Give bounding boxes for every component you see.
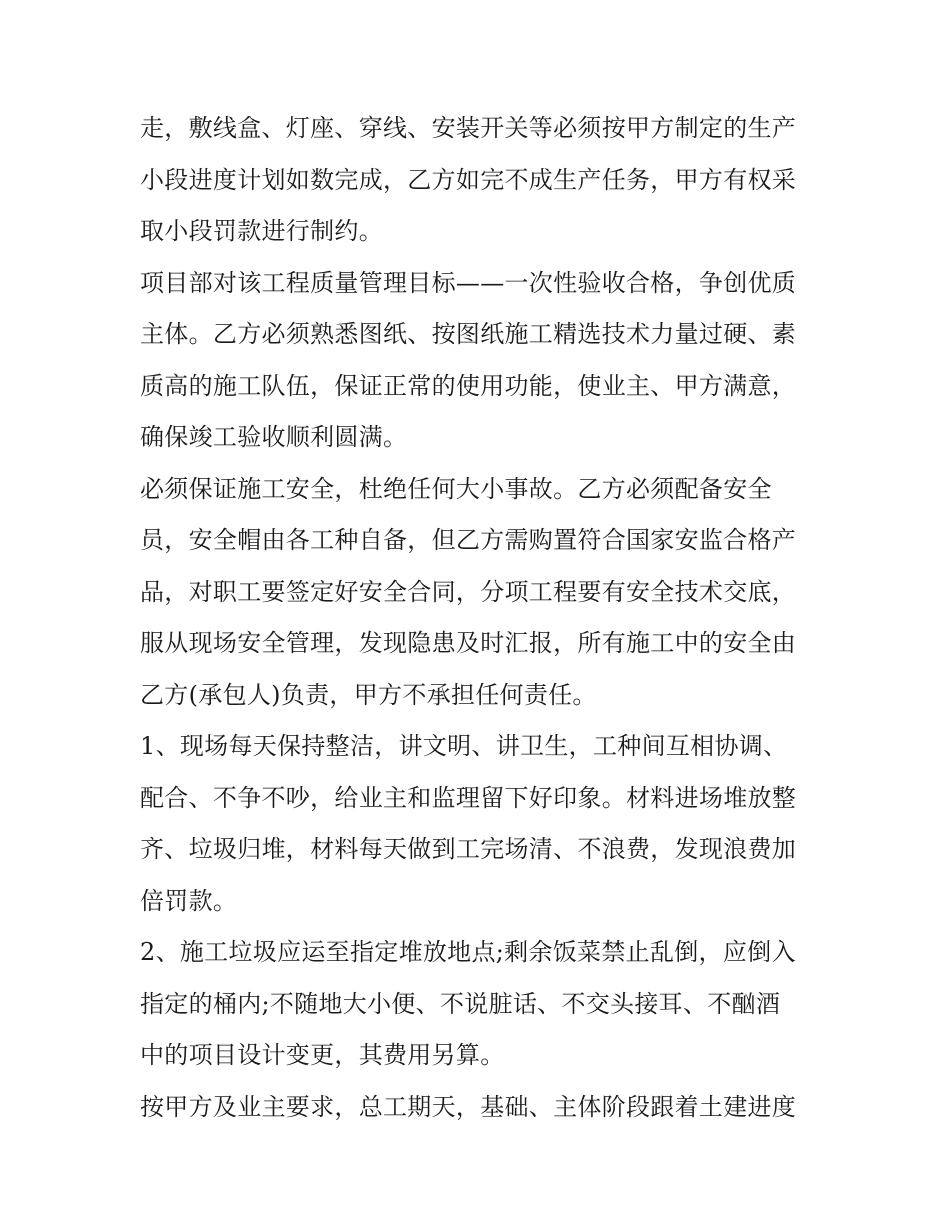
text-line: 质高的施工队伍，保证正常的使用功能，使业主、甲方满意， bbox=[140, 371, 797, 400]
text-line: 品，对职工要签定好安全合同，分项工程要有安全技术交底， bbox=[140, 577, 797, 606]
text-line: 走，敷线盒、灯座、穿线、安装开关等必须按甲方制定的生产 bbox=[140, 114, 797, 142]
text-line: 服从现场安全管理，发现隐患及时汇报，所有施工中的安全由 bbox=[140, 629, 797, 657]
text-line: 项目部对该工程质量管理目标——一次性验收合格，争创优质 bbox=[140, 268, 797, 297]
document-body bbox=[140, 103, 820, 1133]
text-line: 必须保证施工安全，杜绝任何大小事故。乙方必须配备安全 bbox=[140, 474, 772, 503]
text-line: 乙方(承包人)负责，甲方不承担任何责任。 bbox=[140, 680, 597, 709]
text-line: 2、施工垃圾应运至指定堆放地点;剩余饭菜禁止乱倒，应倒入 bbox=[140, 938, 796, 966]
text-line: 指定的桶内;不随地大小便、不说脏话、不交头接耳、不酗酒 bbox=[140, 989, 781, 1018]
text-line: 确保竣工验收顺利圆满。 bbox=[140, 423, 408, 451]
text-line: 小段进度计划如数完成，乙方如完不成生产任务，甲方有权采 bbox=[140, 165, 797, 194]
text-line: 1、现场每天保持整洁，讲文明、讲卫生，工种间互相协调、 bbox=[140, 732, 788, 760]
text-line: 倍罚款。 bbox=[140, 886, 238, 915]
text-line: 按甲方及业主要求，总工期天，基础、主体阶段跟着土建进度 bbox=[140, 1092, 797, 1121]
text-line: 员，安全帽由各工种自备，但乙方需购置符合国家安监合格产 bbox=[140, 526, 797, 554]
text-line: 配合、不争不吵，给业主和监理留下好印象。材料进场堆放整 bbox=[140, 783, 797, 812]
text-line: 齐、垃圾归堆，材料每天做到工完场清、不浪费，发现浪费加 bbox=[140, 835, 797, 863]
text-line: 主体。乙方必须熟悉图纸、按图纸施工精选技术力量过硬、素 bbox=[140, 320, 797, 348]
text-line: 中的项目设计变更，其费用另算。 bbox=[140, 1041, 505, 1069]
text-line: 取小段罚款进行制约。 bbox=[140, 217, 383, 245]
